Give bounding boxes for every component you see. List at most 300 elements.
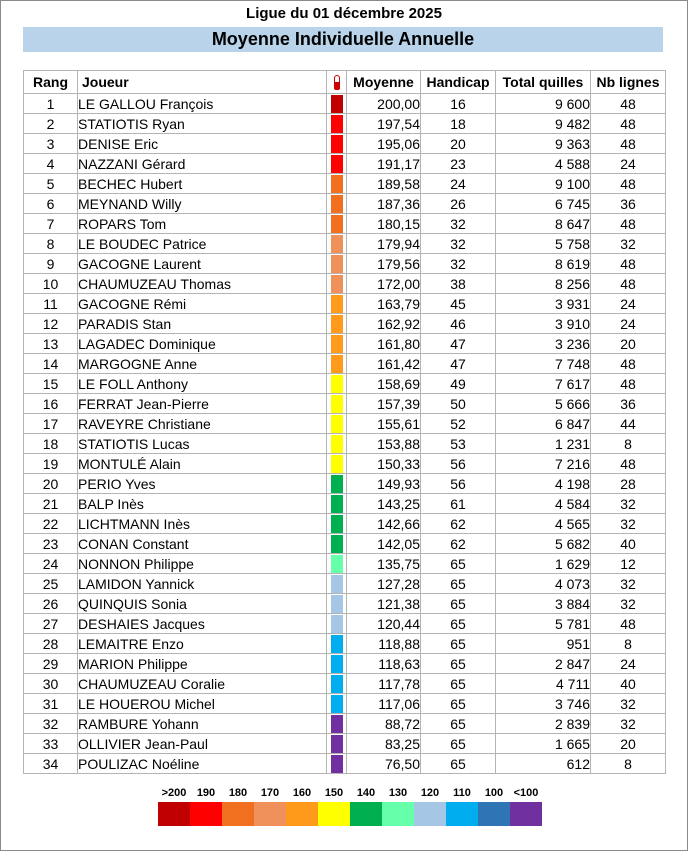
nb-lignes-cell: 8 bbox=[591, 754, 666, 774]
player-name: LAMIDON Yannick bbox=[78, 574, 327, 594]
nb-lignes-cell: 32 bbox=[591, 574, 666, 594]
handicap-cell: 16 bbox=[421, 94, 496, 114]
table-row bbox=[24, 614, 666, 634]
legend-swatch bbox=[286, 802, 318, 826]
legend-swatch bbox=[158, 802, 190, 826]
average-cell: 117,78 bbox=[347, 674, 421, 694]
average-cell: 172,00 bbox=[347, 274, 421, 294]
total-quilles-cell: 3 884 bbox=[496, 594, 591, 614]
total-quilles-cell: 3 236 bbox=[496, 334, 591, 354]
handicap-cell: 62 bbox=[421, 514, 496, 534]
total-quilles-cell: 4 588 bbox=[496, 154, 591, 174]
level-swatch-cell bbox=[327, 274, 347, 294]
nb-lignes-cell: 36 bbox=[591, 194, 666, 214]
rank-cell: 24 bbox=[24, 554, 78, 574]
total-quilles-cell: 6 847 bbox=[496, 414, 591, 434]
rank-cell: 16 bbox=[24, 394, 78, 414]
total-quilles-cell: 3 931 bbox=[496, 294, 591, 314]
player-name: ROPARS Tom bbox=[78, 214, 327, 234]
player-name: MEYNAND Willy bbox=[78, 194, 327, 214]
nb-lignes-cell: 48 bbox=[591, 214, 666, 234]
legend-swatch bbox=[222, 802, 254, 826]
nb-lignes-cell: 48 bbox=[591, 454, 666, 474]
legend-swatch bbox=[478, 802, 510, 826]
legend-label: <100 bbox=[513, 787, 539, 799]
total-quilles-cell: 2 847 bbox=[496, 654, 591, 674]
table-row bbox=[24, 414, 666, 434]
rank-cell: 30 bbox=[24, 674, 78, 694]
table-header-row bbox=[24, 71, 666, 94]
handicap-cell: 65 bbox=[421, 734, 496, 754]
handicap-cell: 38 bbox=[421, 274, 496, 294]
handicap-cell: 65 bbox=[421, 634, 496, 654]
nb-lignes-cell: 24 bbox=[591, 654, 666, 674]
table-row bbox=[24, 594, 666, 614]
table-row bbox=[24, 334, 666, 354]
total-quilles-cell: 5 781 bbox=[496, 614, 591, 634]
handicap-cell: 47 bbox=[421, 354, 496, 374]
total-quilles-cell: 8 647 bbox=[496, 214, 591, 234]
handicap-cell: 47 bbox=[421, 334, 496, 354]
table-row bbox=[24, 694, 666, 714]
total-quilles-cell: 3 910 bbox=[496, 314, 591, 334]
total-quilles-cell: 9 100 bbox=[496, 174, 591, 194]
nb-lignes-cell: 24 bbox=[591, 294, 666, 314]
level-swatch bbox=[331, 695, 343, 713]
handicap-cell: 65 bbox=[421, 594, 496, 614]
average-cell: 88,72 bbox=[347, 714, 421, 734]
header-joueur: Joueur bbox=[78, 71, 327, 94]
rank-cell: 21 bbox=[24, 494, 78, 514]
level-swatch-cell bbox=[327, 734, 347, 754]
table-row bbox=[24, 314, 666, 334]
table-row bbox=[24, 714, 666, 734]
level-swatch bbox=[331, 655, 343, 673]
level-swatch-cell bbox=[327, 574, 347, 594]
level-swatch bbox=[331, 675, 343, 693]
level-swatch-cell bbox=[327, 394, 347, 414]
table-row bbox=[24, 254, 666, 274]
average-cell: 118,88 bbox=[347, 634, 421, 654]
rank-cell: 12 bbox=[24, 314, 78, 334]
level-swatch-cell bbox=[327, 174, 347, 194]
level-swatch bbox=[331, 315, 343, 333]
average-cell: 179,56 bbox=[347, 254, 421, 274]
player-name: CHAUMUZEAU Coralie bbox=[78, 674, 327, 694]
legend-label: 190 bbox=[196, 787, 216, 799]
average-cell: 121,38 bbox=[347, 594, 421, 614]
total-quilles-cell: 7 748 bbox=[496, 354, 591, 374]
handicap-cell: 65 bbox=[421, 614, 496, 634]
nb-lignes-cell: 32 bbox=[591, 714, 666, 734]
average-cell: 195,06 bbox=[347, 134, 421, 154]
level-swatch-cell bbox=[327, 674, 347, 694]
legend-item bbox=[382, 786, 414, 826]
level-swatch bbox=[331, 95, 343, 113]
level-swatch-cell bbox=[327, 354, 347, 374]
average-cell: 142,66 bbox=[347, 514, 421, 534]
handicap-cell: 32 bbox=[421, 254, 496, 274]
level-swatch-cell bbox=[327, 494, 347, 514]
average-cell: 118,63 bbox=[347, 654, 421, 674]
level-swatch-cell bbox=[327, 594, 347, 614]
average-cell: 142,05 bbox=[347, 534, 421, 554]
nb-lignes-cell: 40 bbox=[591, 674, 666, 694]
legend-label: 140 bbox=[356, 787, 376, 799]
player-name: RAMBURE Yohann bbox=[78, 714, 327, 734]
handicap-cell: 65 bbox=[421, 654, 496, 674]
legend-label: 130 bbox=[388, 787, 408, 799]
nb-lignes-cell: 48 bbox=[591, 114, 666, 134]
header-nb-lignes: Nb lignes bbox=[591, 71, 666, 94]
average-cell: 189,58 bbox=[347, 174, 421, 194]
level-swatch-cell bbox=[327, 554, 347, 574]
total-quilles-cell: 612 bbox=[496, 754, 591, 774]
level-swatch bbox=[331, 735, 343, 753]
rank-cell: 11 bbox=[24, 294, 78, 314]
total-quilles-cell: 4 073 bbox=[496, 574, 591, 594]
level-swatch-cell bbox=[327, 254, 347, 274]
level-swatch bbox=[331, 335, 343, 353]
average-cell: 117,06 bbox=[347, 694, 421, 714]
rank-cell: 27 bbox=[24, 614, 78, 634]
handicap-cell: 18 bbox=[421, 114, 496, 134]
level-swatch bbox=[331, 595, 343, 613]
player-name: LICHTMANN Inès bbox=[78, 514, 327, 534]
nb-lignes-cell: 32 bbox=[591, 594, 666, 614]
legend-item bbox=[510, 786, 542, 826]
table-row bbox=[24, 674, 666, 694]
player-name: NAZZANI Gérard bbox=[78, 154, 327, 174]
rank-cell: 29 bbox=[24, 654, 78, 674]
handicap-cell: 53 bbox=[421, 434, 496, 454]
player-name: PARADIS Stan bbox=[78, 314, 327, 334]
player-name: MONTULÉ Alain bbox=[78, 454, 327, 474]
total-quilles-cell: 4 198 bbox=[496, 474, 591, 494]
player-name: BALP Inès bbox=[78, 494, 327, 514]
player-name: LE HOUEROU Michel bbox=[78, 694, 327, 714]
nb-lignes-cell: 8 bbox=[591, 434, 666, 454]
level-swatch bbox=[331, 135, 343, 153]
level-swatch bbox=[331, 395, 343, 413]
handicap-cell: 56 bbox=[421, 454, 496, 474]
rank-cell: 2 bbox=[24, 114, 78, 134]
table-row bbox=[24, 114, 666, 134]
level-swatch bbox=[331, 575, 343, 593]
level-swatch-cell bbox=[327, 434, 347, 454]
legend-item bbox=[254, 786, 286, 826]
handicap-cell: 20 bbox=[421, 134, 496, 154]
legend-label: 120 bbox=[420, 787, 440, 799]
handicap-cell: 65 bbox=[421, 754, 496, 774]
average-cell: 162,92 bbox=[347, 314, 421, 334]
average-cell: 179,94 bbox=[347, 234, 421, 254]
average-cell: 191,17 bbox=[347, 154, 421, 174]
total-quilles-cell: 2 839 bbox=[496, 714, 591, 734]
handicap-cell: 65 bbox=[421, 554, 496, 574]
handicap-cell: 50 bbox=[421, 394, 496, 414]
rank-cell: 32 bbox=[24, 714, 78, 734]
legend-item bbox=[158, 786, 190, 826]
legend-swatch bbox=[254, 802, 286, 826]
nb-lignes-cell: 48 bbox=[591, 254, 666, 274]
legend-swatch bbox=[318, 802, 350, 826]
table-row bbox=[24, 654, 666, 674]
legend-item bbox=[446, 786, 478, 826]
rank-cell: 22 bbox=[24, 514, 78, 534]
level-swatch-cell bbox=[327, 514, 347, 534]
player-name: CONAN Constant bbox=[78, 534, 327, 554]
header-total-quilles: Total quilles bbox=[496, 71, 591, 94]
level-swatch-cell bbox=[327, 134, 347, 154]
table-row bbox=[24, 374, 666, 394]
level-swatch bbox=[331, 435, 343, 453]
level-swatch bbox=[331, 535, 343, 553]
table-row bbox=[24, 94, 666, 114]
player-name: BECHEC Hubert bbox=[78, 174, 327, 194]
player-name: PERIO Yves bbox=[78, 474, 327, 494]
handicap-cell: 52 bbox=[421, 414, 496, 434]
thermometer-icon bbox=[327, 71, 347, 94]
nb-lignes-cell: 48 bbox=[591, 134, 666, 154]
level-swatch bbox=[331, 755, 343, 773]
player-name: LE GALLOU François bbox=[78, 94, 327, 114]
level-swatch-cell bbox=[327, 214, 347, 234]
legend-item bbox=[318, 786, 350, 826]
legend-label: 150 bbox=[324, 787, 344, 799]
total-quilles-cell: 5 682 bbox=[496, 534, 591, 554]
level-swatch bbox=[331, 495, 343, 513]
table-row bbox=[24, 134, 666, 154]
nb-lignes-cell: 20 bbox=[591, 334, 666, 354]
legend-item bbox=[222, 786, 254, 826]
player-name: CHAUMUZEAU Thomas bbox=[78, 274, 327, 294]
level-swatch-cell bbox=[327, 94, 347, 114]
nb-lignes-cell: 36 bbox=[591, 394, 666, 414]
ranking-table bbox=[23, 70, 666, 774]
player-name: DENISE Eric bbox=[78, 134, 327, 154]
table-row bbox=[24, 454, 666, 474]
level-swatch bbox=[331, 515, 343, 533]
table-row bbox=[24, 474, 666, 494]
nb-lignes-cell: 12 bbox=[591, 554, 666, 574]
legend-swatch bbox=[414, 802, 446, 826]
table-row bbox=[24, 174, 666, 194]
level-swatch-cell bbox=[327, 654, 347, 674]
page-title: Moyenne Individuelle Annuelle bbox=[23, 27, 663, 52]
legend-label: 180 bbox=[228, 787, 248, 799]
table-row bbox=[24, 734, 666, 754]
handicap-cell: 23 bbox=[421, 154, 496, 174]
level-swatch-cell bbox=[327, 754, 347, 774]
table-row bbox=[24, 154, 666, 174]
table-row bbox=[24, 194, 666, 214]
level-swatch bbox=[331, 235, 343, 253]
player-name: LE FOLL Anthony bbox=[78, 374, 327, 394]
rank-cell: 7 bbox=[24, 214, 78, 234]
average-cell: 150,33 bbox=[347, 454, 421, 474]
legend-label: 170 bbox=[260, 787, 280, 799]
total-quilles-cell: 4 711 bbox=[496, 674, 591, 694]
legend-label: >200 bbox=[161, 787, 187, 799]
total-quilles-cell: 1 629 bbox=[496, 554, 591, 574]
level-swatch-cell bbox=[327, 454, 347, 474]
player-name: FERRAT Jean-Pierre bbox=[78, 394, 327, 414]
header-moyenne: Moyenne bbox=[347, 71, 421, 94]
total-quilles-cell: 1 665 bbox=[496, 734, 591, 754]
level-swatch-cell bbox=[327, 474, 347, 494]
table-row bbox=[24, 634, 666, 654]
table-row bbox=[24, 434, 666, 454]
handicap-cell: 24 bbox=[421, 174, 496, 194]
level-swatch bbox=[331, 275, 343, 293]
legend-swatch bbox=[350, 802, 382, 826]
level-swatch-cell bbox=[327, 114, 347, 134]
average-cell: 120,44 bbox=[347, 614, 421, 634]
player-name: LE BOUDEC Patrice bbox=[78, 234, 327, 254]
handicap-cell: 65 bbox=[421, 674, 496, 694]
level-swatch-cell bbox=[327, 194, 347, 214]
handicap-cell: 26 bbox=[421, 194, 496, 214]
table-row bbox=[24, 354, 666, 374]
average-cell: 187,36 bbox=[347, 194, 421, 214]
player-name: GACOGNE Rémi bbox=[78, 294, 327, 314]
handicap-cell: 32 bbox=[421, 214, 496, 234]
table-row bbox=[24, 394, 666, 414]
table-row bbox=[24, 754, 666, 774]
total-quilles-cell: 4 565 bbox=[496, 514, 591, 534]
level-swatch bbox=[331, 635, 343, 653]
table-row bbox=[24, 294, 666, 314]
level-swatch bbox=[331, 295, 343, 313]
level-swatch bbox=[331, 355, 343, 373]
table-row bbox=[24, 554, 666, 574]
legend-item bbox=[414, 786, 446, 826]
player-name: POULIZAC Noéline bbox=[78, 754, 327, 774]
nb-lignes-cell: 32 bbox=[591, 514, 666, 534]
average-cell: 76,50 bbox=[347, 754, 421, 774]
level-swatch bbox=[331, 475, 343, 493]
nb-lignes-cell: 48 bbox=[591, 274, 666, 294]
average-cell: 153,88 bbox=[347, 434, 421, 454]
nb-lignes-cell: 28 bbox=[591, 474, 666, 494]
table-row bbox=[24, 274, 666, 294]
average-cell: 155,61 bbox=[347, 414, 421, 434]
nb-lignes-cell: 32 bbox=[591, 234, 666, 254]
rank-cell: 5 bbox=[24, 174, 78, 194]
handicap-cell: 65 bbox=[421, 694, 496, 714]
nb-lignes-cell: 24 bbox=[591, 154, 666, 174]
total-quilles-cell: 9 482 bbox=[496, 114, 591, 134]
nb-lignes-cell: 24 bbox=[591, 314, 666, 334]
nb-lignes-cell: 32 bbox=[591, 494, 666, 514]
handicap-cell: 62 bbox=[421, 534, 496, 554]
legend-item bbox=[286, 786, 318, 826]
rank-cell: 15 bbox=[24, 374, 78, 394]
legend-swatch bbox=[446, 802, 478, 826]
level-swatch bbox=[331, 615, 343, 633]
legend-item bbox=[350, 786, 382, 826]
average-cell: 135,75 bbox=[347, 554, 421, 574]
total-quilles-cell: 5 758 bbox=[496, 234, 591, 254]
total-quilles-cell: 6 745 bbox=[496, 194, 591, 214]
total-quilles-cell: 3 746 bbox=[496, 694, 591, 714]
level-swatch bbox=[331, 195, 343, 213]
nb-lignes-cell: 8 bbox=[591, 634, 666, 654]
level-swatch bbox=[331, 555, 343, 573]
handicap-cell: 65 bbox=[421, 714, 496, 734]
player-name: STATIOTIS Ryan bbox=[78, 114, 327, 134]
total-quilles-cell: 1 231 bbox=[496, 434, 591, 454]
handicap-cell: 56 bbox=[421, 474, 496, 494]
rank-cell: 18 bbox=[24, 434, 78, 454]
rank-cell: 10 bbox=[24, 274, 78, 294]
rank-cell: 25 bbox=[24, 574, 78, 594]
rank-cell: 34 bbox=[24, 754, 78, 774]
handicap-cell: 65 bbox=[421, 574, 496, 594]
nb-lignes-cell: 44 bbox=[591, 414, 666, 434]
level-swatch-cell bbox=[327, 414, 347, 434]
table-row bbox=[24, 234, 666, 254]
rank-cell: 8 bbox=[24, 234, 78, 254]
average-cell: 163,79 bbox=[347, 294, 421, 314]
rank-cell: 3 bbox=[24, 134, 78, 154]
player-name: LAGADEC Dominique bbox=[78, 334, 327, 354]
level-swatch-cell bbox=[327, 534, 347, 554]
level-swatch-cell bbox=[327, 634, 347, 654]
rank-cell: 26 bbox=[24, 594, 78, 614]
header-rang: Rang bbox=[24, 71, 78, 94]
nb-lignes-cell: 32 bbox=[591, 694, 666, 714]
player-name: OLLIVIER Jean-Paul bbox=[78, 734, 327, 754]
level-swatch-cell bbox=[327, 314, 347, 334]
level-swatch bbox=[331, 715, 343, 733]
legend-label: 160 bbox=[292, 787, 312, 799]
rank-cell: 4 bbox=[24, 154, 78, 174]
level-swatch bbox=[331, 255, 343, 273]
level-swatch bbox=[331, 175, 343, 193]
rank-cell: 33 bbox=[24, 734, 78, 754]
legend-item bbox=[478, 786, 510, 826]
level-swatch-cell bbox=[327, 374, 347, 394]
table-row bbox=[24, 494, 666, 514]
rank-cell: 19 bbox=[24, 454, 78, 474]
level-swatch-cell bbox=[327, 154, 347, 174]
player-name: LEMAITRE Enzo bbox=[78, 634, 327, 654]
total-quilles-cell: 8 256 bbox=[496, 274, 591, 294]
legend-swatch bbox=[382, 802, 414, 826]
total-quilles-cell: 4 584 bbox=[496, 494, 591, 514]
handicap-cell: 49 bbox=[421, 374, 496, 394]
average-cell: 161,80 bbox=[347, 334, 421, 354]
player-name: MARION Philippe bbox=[78, 654, 327, 674]
rank-cell: 17 bbox=[24, 414, 78, 434]
level-swatch bbox=[331, 215, 343, 233]
nb-lignes-cell: 40 bbox=[591, 534, 666, 554]
player-name: DESHAIES Jacques bbox=[78, 614, 327, 634]
table-row bbox=[24, 214, 666, 234]
level-swatch-cell bbox=[327, 694, 347, 714]
rank-cell: 14 bbox=[24, 354, 78, 374]
level-swatch-cell bbox=[327, 234, 347, 254]
level-swatch bbox=[331, 115, 343, 133]
player-name: GACOGNE Laurent bbox=[78, 254, 327, 274]
level-swatch-cell bbox=[327, 294, 347, 314]
table-row bbox=[24, 574, 666, 594]
player-name: RAVEYRE Christiane bbox=[78, 414, 327, 434]
rank-cell: 23 bbox=[24, 534, 78, 554]
average-cell: 180,15 bbox=[347, 214, 421, 234]
